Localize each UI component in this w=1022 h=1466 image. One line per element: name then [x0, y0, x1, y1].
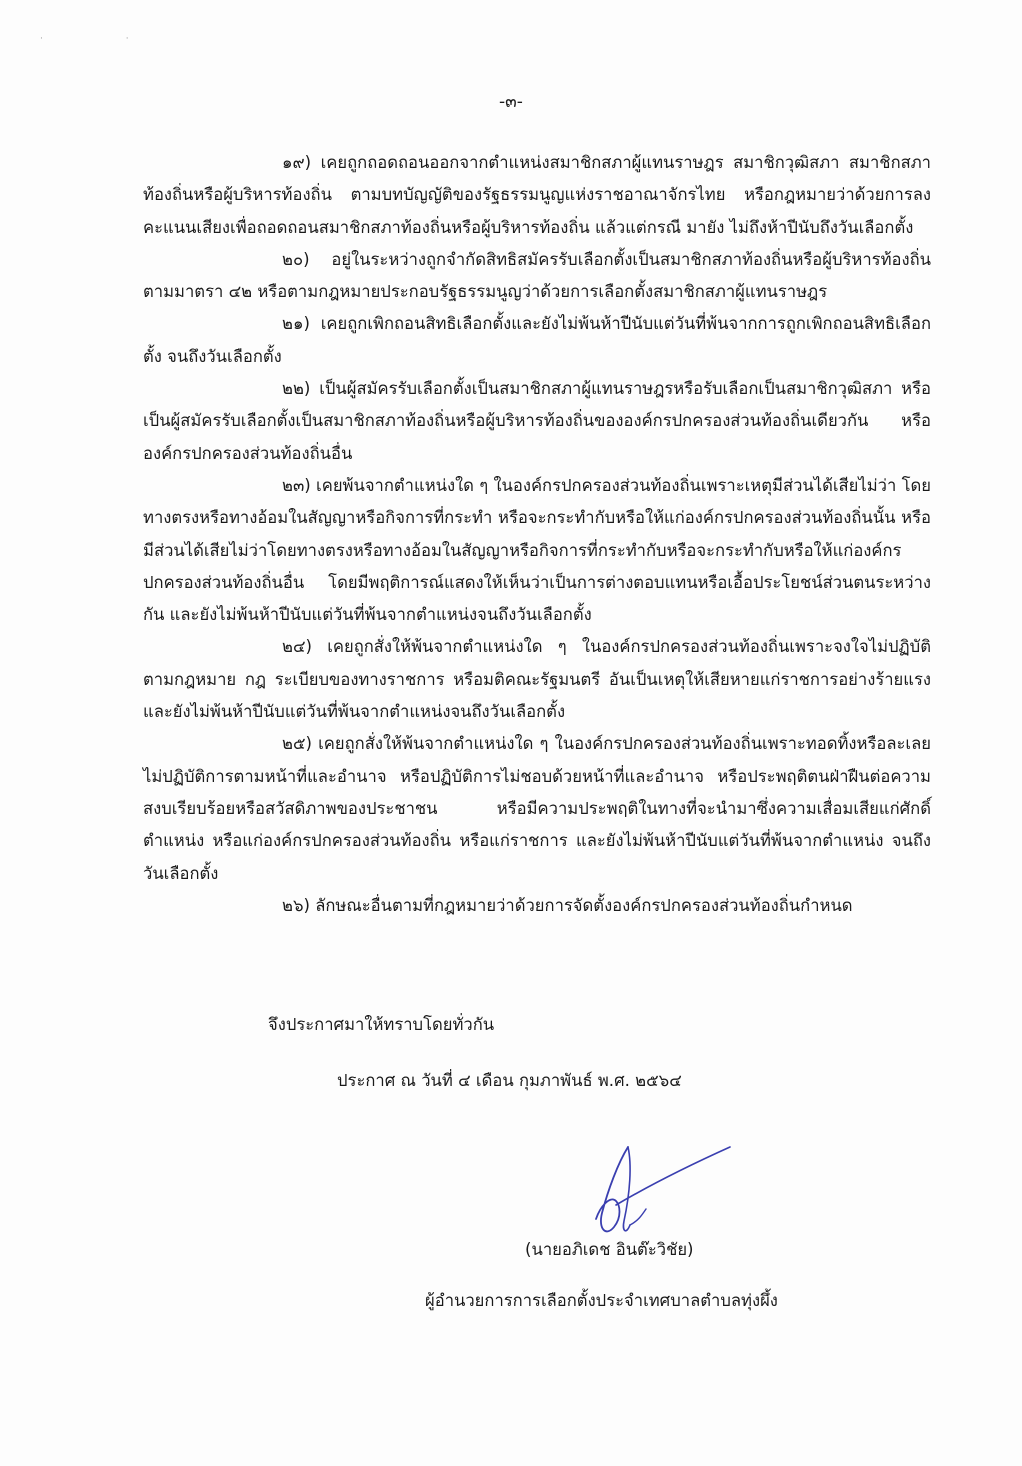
signer-title: ผู้อำนวยการการเลือกตั้งประจำเทศบาลตำบลทุ่งผึ้ง	[425, 1291, 778, 1310]
clause-22: ๒๒) เป็นผู้สมัครรับเลือกตั้งเป็นสมาชิกสภาผู้แทนราษฎรหรือรับเลือกเป็นสมาชิกวุฒิสภา หรือเป็นผู้สมัครรับเลือกตั้งเป็นสมาชิกสภาท้องถิ่นหรือผู้บริหารท้องถิ่นขององค์กรปกครองส่วนท้องถิ่นเดียวกัน หรือองค์กรปกครองส่วนท้องถิ่นอื่น	[143, 379, 931, 463]
clause-26: ๒๖) ลักษณะอื่นตามที่กฎหมายว่าด้วยการจัดตั้งองค์กรปกครองส่วนท้องถิ่นกำหนด	[282, 895, 853, 915]
signer-name: (นายอภิเดช อินต๊ะวิชัย)	[525, 1240, 694, 1259]
page-number: -๓-	[499, 92, 523, 112]
announcement-date: ประกาศ ณ วันที่ ๔ เดือน กุมภาพันธ์ พ.ศ. ๒๕๖๔	[337, 1071, 682, 1090]
clause-23: ๒๓) เคยพ้นจากตำแหน่งใด ๆ ในองค์กรปกครองส่วนท้องถิ่นเพราะเหตุมีส่วนได้เสียไม่ว่า โดยทางตรงหรือทางอ้อมในสัญญาหรือกิจการที่กระทำ หรือจะกระทำกับหรือให้แก่องค์กรปกครองส่วนท้องถิ่นนั้น หรือมีส่วนได้เสียไม่ว่าโดยทางตรงหรือทางอ้อมในสัญญาหรือกิจการที่กระทำกับหรือจะกระทำกับหรือให้แก่องค์กรปกครองส่วนท้องถิ่นอื่น โดยมีพฤติการณ์แสดงให้เห็นว่าเป็นการต่างตอบแทนหรือเอื้อประโยชน์ส่วนตนระหว่างกัน และยังไม่พ้นห้าปีนับแต่วันที่พ้นจากตำแหน่งจนถึงวันเลือกตั้ง	[143, 475, 931, 625]
clause-20: ๒๐) อยู่ในระหว่างถูกจำกัดสิทธิสมัครรับเลือกตั้งเป็นสมาชิกสภาท้องถิ่นหรือผู้บริหารท้องถิ่น ตามมาตรา ๔๒ หรือตามกฎหมายประกอบรัฐธรรมนูญว่าด้วยการเลือกตั้งสมาชิกสภาผู้แทนราษฎร	[143, 249, 931, 302]
clause-24: ๒๔) เคยถูกสั่งให้พ้นจากตำแหน่งใด ๆ ในองค์กรปกครองส่วนท้องถิ่นเพราะจงใจไม่ปฏิบัติ ตามกฎหมาย กฎ ระเบียบของทางราชการ หรือมติคณะรัฐมนตรี อันเป็นเหตุให้เสียหายแก่ราชการอย่างร้ายแรง และยังไม่พ้นห้าปีนับแต่วันที่พ้นจากตำแหน่งจนถึงวันเลือกตั้ง	[143, 637, 931, 722]
clauses-body	[143, 147, 931, 922]
clause-19: ๑๙) เคยถูกถอดถอนออกจากตำแหน่งสมาชิกสภาผู้แทนราษฎร สมาชิกวุฒิสภา สมาชิกสภาท้องถิ่นหรือผู้บริหารท้องถิ่น ตามบทบัญญัติของรัฐธรรมนูญแห่งราชอาณาจักรไทย หรือกฎหมายว่าด้วยการลงคะแนนเสียงเพื่อถอดถอนสมาชิกสภาท้องถิ่นหรือผู้บริหารท้องถิ่น แล้วแต่กรณี มายัง ไม่ถึงห้าปีนับถึงวันเลือกตั้ง	[143, 153, 931, 237]
clause-21: ๒๑) เคยถูกเพิกถอนสิทธิเลือกตั้งและยังไม่พ้นห้าปีนับแต่วันที่พ้นจากการถูกเพิกถอนสิทธิเลือกตั้ง จนถึงวันเลือกตั้ง	[143, 314, 931, 366]
scan-artifact: · ·	[40, 34, 169, 44]
clause-25: ๒๕) เคยถูกสั่งให้พ้นจากตำแหน่งใด ๆ ในองค์กรปกครองส่วนท้องถิ่นเพราะทอดทิ้งหรือละเลยไม่ปฏิบัติการตามหน้าที่และอำนาจ หรือปฏิบัติการไม่ชอบด้วยหน้าที่และอำนาจ หรือประพฤติตนฝ่าฝืนต่อความสงบเรียบร้อยหรือสวัสดิภาพของประชาชน หรือมีความประพฤติในทางที่จะนำมาซึ่งความเสื่อมเสียแก่ศักดิ์ตำแหน่ง หรือแก่องค์กรปกครองส่วนท้องถิ่น หรือแก่ราชการ และยังไม่พ้นห้าปีนับแต่วันที่พ้นจากตำแหน่ง จนถึงวันเลือกตั้ง	[143, 734, 931, 883]
handwritten-signature	[580, 1145, 740, 1245]
notice-statement: จึงประกาศมาให้ทราบโดยทั่วกัน	[268, 1015, 495, 1034]
